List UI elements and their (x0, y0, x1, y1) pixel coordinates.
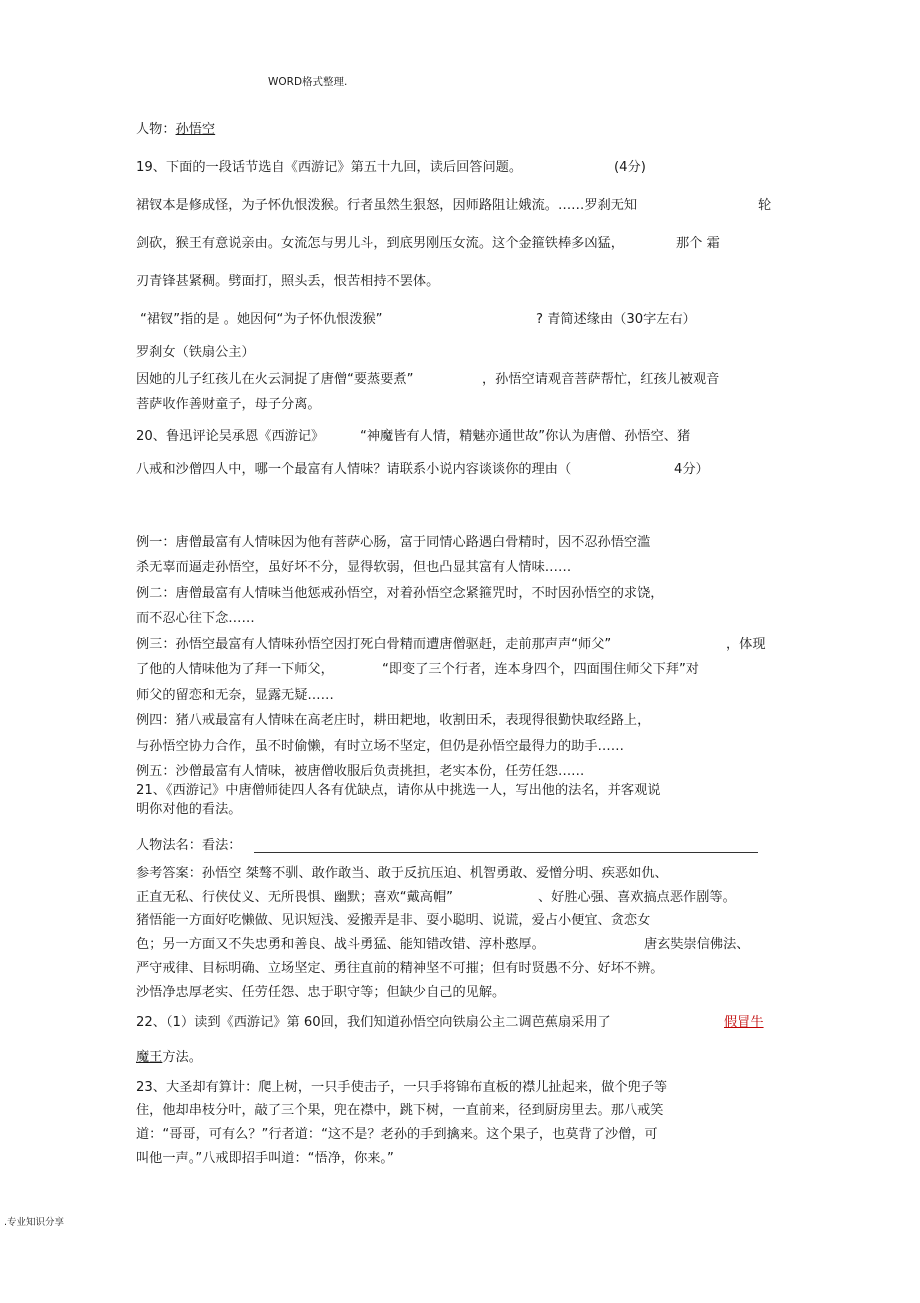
q21-reference-1: 参考答案：孙悟空 桀骜不驯、敢作敢当、敢于反抗压迫、机智勇敢、爱憎分明、疾恶如仇、 (136, 866, 668, 881)
page-header: WORD格式整理. (268, 76, 348, 88)
q20-example-2a: 例二：唐僧最富有人情味当他惩戒孙悟空，对着孙悟空念紧箍咒时，不时因孙悟空的求饶， (136, 586, 664, 601)
q21-reference-4: 色；另一方面又不失忠勇和善良、战斗勇猛、能知错改错、淳朴憨厚。 (136, 937, 545, 952)
q19-answer-3: 菩萨收作善财童子，母子分离。 (136, 397, 321, 412)
q20-example-3a: 例三：孙悟空最富有人情味孙悟空因打死白骨精而遭唐僧驱赶，走前那声声“师父” (136, 637, 612, 652)
q22-tail: 方法。 (162, 1050, 202, 1065)
q20-example-5: 例五：沙僧最富有人情味，被唐僧收服后负责挑担，老实本份，任劳任怨…… (136, 764, 585, 779)
q19-score: (4分) (614, 160, 646, 175)
q21-reference-5: 严守戒律、目标明确、立场坚定、勇往直前的精神坚不可摧；但有时贤愚不分、好坏不辨。 (136, 961, 664, 976)
q20-line-1-quote: “神魔皆有人情，精魅亦通世故”你认为唐僧、孙悟空、猪 (360, 429, 691, 444)
q19-poem-line-1-end: 轮 (758, 198, 772, 213)
q19-answer-1: 罗刹女（铁扇公主） (136, 345, 255, 360)
q19-poem-line-2-end: 那个 霜 (676, 236, 720, 251)
q21-reference-2: 正直无私、行侠仗义、无所畏惧、幽默；喜欢“戴高帽” (136, 890, 453, 905)
q21-reference-2-end: 、好胜心强、喜欢搞点恶作剧等。 (538, 890, 736, 905)
q19-poem-line-3: 刃青锋甚紧稠。劈面打，照头丢，恨苦相持不罢体。 (136, 274, 440, 289)
page-footer: .专业知识分享 (4, 1217, 65, 1228)
q19-poem-line-2: 剑砍，猴王有意说亲由。女流怎与男儿斗，到底男刚压女流。这个金箍铁棒多凶猛， (136, 236, 624, 251)
q22-line-1: 22、（1）读到《西游记》第 60回，我们知道孙悟空向铁扇公主二调芭蕉扇采用了 (136, 1015, 611, 1030)
q20-example-3b-end: “即变了三个行者，连本身四个，四面围住师父下拜”对 (382, 662, 699, 677)
q19-answer-2: 因她的儿子红孩儿在火云洞捉了唐僧“要蒸要煮” (136, 372, 414, 387)
q20-example-3a-end: ，体现 (726, 637, 766, 652)
q21-fill-label: 人物法名：看法： (136, 838, 242, 853)
q20-example-4b: 与孙悟空协力合作，虽不时偷懒，有时立场不坚定，但仍是孙悟空最得力的助手…… (136, 739, 624, 754)
q23-line-2: 住，他却串枝分叶，敲了三个果，兜在襟中，跳下树，一直前来，径到厨房里去。那八戒笑 (136, 1103, 664, 1118)
q20-score: 4分） (674, 462, 709, 477)
q21-reference-4-end: 唐玄奘崇信佛法、 (644, 937, 750, 952)
q21-line-2: 明你对他的看法。 (136, 802, 242, 817)
q21-reference-6: 沙悟净忠厚老实、任劳任怨、忠于职守等；但缺少自己的见解。 (136, 985, 506, 1000)
q23-line-1: 23、大圣却有算计：爬上树，一只手使击子，一只手将锦布直板的襟儿扯起来，做个兜子等 (136, 1080, 668, 1095)
q19-question: “裙钗”指的是 。她因何“为子怀仇恨泼猴” (140, 312, 383, 327)
q21-line-1: 21、《西游记》中唐僧师徒四人各有优缺点，请你从中挑选一人，写出他的法名，并客观说 (136, 783, 661, 798)
q20-example-1b: 杀无辜而逼走孙悟空，虽好坏不分，显得软弱，但也凸显其富有人情味…… (136, 560, 572, 575)
q20-example-1a: 例一：唐僧最富有人情味因为他有菩萨心肠，富于同情心路遇白骨精时，因不忍孙悟空滥 (136, 535, 651, 550)
q21-answer-blank[interactable] (254, 852, 758, 853)
q20-example-3b: 了他的人情味他为了拜一下师父， (136, 662, 334, 677)
q22-line-2 (136, 1050, 202, 1066)
q18-label: 人物： (136, 122, 176, 137)
q19-stem: 19、下面的一段话节选自《西游记》第五十九回，读后回答问题。 (136, 160, 523, 175)
q19-poem-line-1: 裙钗本是修成怪，为子怀仇恨泼猴。行者虽然生狠怒，因师路阻让娥流。……罗刹无知 (136, 198, 638, 213)
q21-reference-3: 猪悟能一方面好吃懒做、见识短浅、爱搬弄是非、耍小聪明、说谎，爱占小便宜、贪恋女 (136, 913, 651, 928)
q20-example-3c: 师父的留恋和无奈，显露无疑…… (136, 688, 334, 703)
q20-line-2: 八戒和沙僧四人中，哪一个最富有人情味？请联系小说内容谈谈你的理由（ (136, 462, 572, 477)
q18-answer: 孙悟空 (175, 122, 216, 137)
q22-answer-part-2: 魔王 (136, 1050, 163, 1065)
q23-line-4: 叫他一声。”八戒即招手叫道：“悟净，你来。” (136, 1151, 394, 1166)
q22-answer-part-1: 假冒牛 (724, 1015, 764, 1030)
q20-example-4a: 例四：猪八戒最富有人情味在高老庄时，耕田耙地，收割田禾，表现得很勤快取经路上， (136, 713, 651, 728)
q19-question-end: ? 青简述缘由（30字左右） (536, 312, 696, 327)
q20-example-2b: 而不忍心往下念…… (136, 611, 255, 626)
q20-line-1: 20、鲁迅评论吴承恩《西游记》 (136, 429, 325, 444)
q23-line-3: 道：“哥哥，可有么？”行者道：“这不是？老孙的手到擒来。这个果子，也莫背了沙僧，可 (136, 1127, 658, 1142)
q18-answer-line (136, 122, 215, 138)
q19-answer-2-end: ，孙悟空请观音菩萨帮忙，红孩儿被观音 (482, 372, 720, 387)
